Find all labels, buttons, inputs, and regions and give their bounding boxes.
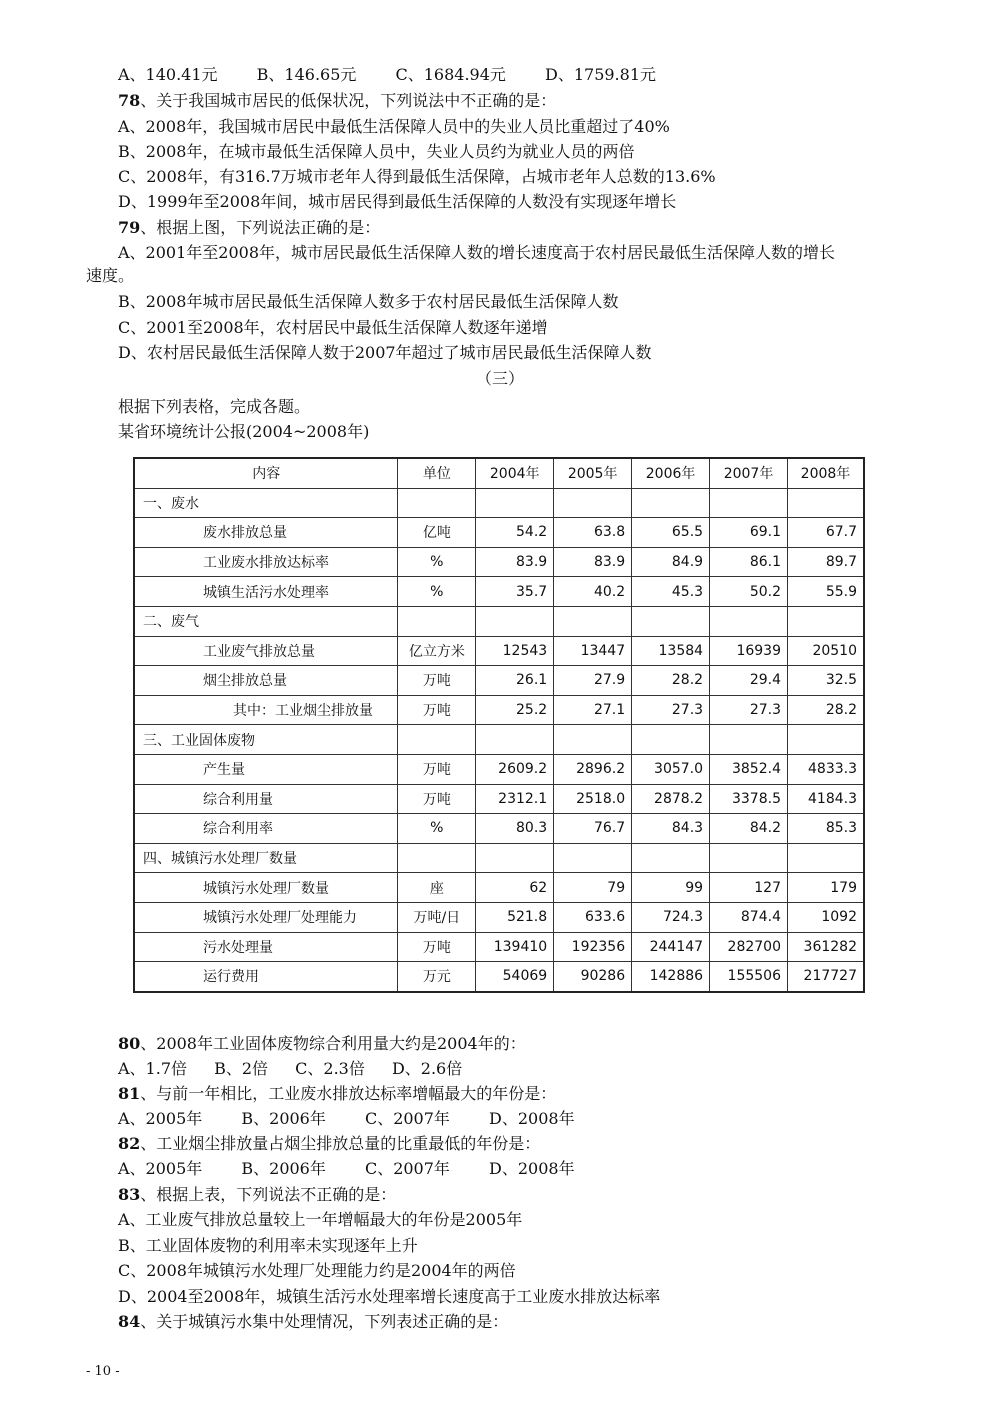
cell-2008: 179 — [787, 873, 863, 903]
q79-text: 、根据上图，下列说法正确的是： — [140, 218, 381, 237]
cell-2004: 80.3 — [476, 814, 554, 844]
row-label: 工业废气排放总量 — [135, 636, 398, 666]
q82-option-a: A、2005年 — [118, 1159, 203, 1178]
cell-2005: 192356 — [554, 932, 632, 962]
row-label: 运行费用 — [135, 962, 398, 992]
q83-option-d: D、2004至2008年，城镇生活污水处理率增长速度高于工业废水排放达标率 — [118, 1287, 661, 1306]
cell-2004: 54069 — [476, 962, 554, 992]
row-unit: % — [398, 547, 476, 577]
cell-2006: 65.5 — [632, 518, 710, 548]
q77-option-b: B、146.65元 — [256, 65, 357, 84]
q77-option-a: A、140.41元 — [118, 65, 218, 84]
cell-2005 — [554, 606, 632, 636]
table-title: 某省环境统计公报(2004~2008年) — [118, 422, 370, 441]
q83-option-c: C、2008年城镇污水处理厂处理能力约是2004年的两倍 — [118, 1261, 516, 1280]
q77-option-c: C、1684.94元 — [395, 65, 506, 84]
header-unit: 单位 — [398, 459, 476, 489]
table-row — [135, 488, 864, 518]
cell-2008: 85.3 — [787, 814, 863, 844]
cell-2007: 874.4 — [710, 902, 788, 932]
row-label: 二、废气 — [135, 606, 398, 636]
q83-text: 、根据上表，下列说法不正确的是： — [140, 1185, 397, 1204]
q81-stem — [118, 1083, 556, 1105]
cell-2005 — [554, 488, 632, 518]
cell-2007: 155506 — [710, 962, 788, 992]
cell-2006: 84.9 — [632, 547, 710, 577]
header-2008: 2008年 — [787, 459, 863, 489]
cell-2004: 26.1 — [476, 666, 554, 696]
cell-2006 — [632, 843, 710, 873]
cell-2005: 76.7 — [554, 814, 632, 844]
cell-2007: 29.4 — [710, 666, 788, 696]
cell-2004 — [476, 725, 554, 755]
q80-stem — [118, 1033, 526, 1055]
table-row — [135, 666, 864, 696]
q78-option-c: C、2008年，有316.7万城市老年人得到最低生活保障，占城市老年人总数的13.6% — [118, 167, 716, 186]
q82-number: 82 — [118, 1134, 141, 1153]
cell-2006 — [632, 606, 710, 636]
cell-2004 — [476, 488, 554, 518]
table-row — [135, 843, 864, 873]
q79-option-b: B、2008年城市居民最低生活保障人数多于农村居民最低生活保障人数 — [118, 292, 619, 311]
cell-2004: 83.9 — [476, 547, 554, 577]
row-unit: 座 — [398, 873, 476, 903]
header-2004: 2004年 — [476, 459, 554, 489]
cell-2004: 521.8 — [476, 902, 554, 932]
row-label: 一、废水 — [135, 488, 398, 518]
cell-2007 — [710, 843, 788, 873]
row-label: 四、城镇污水处理厂数量 — [135, 843, 398, 873]
cell-2004: 25.2 — [476, 695, 554, 725]
q83-stem — [118, 1184, 396, 1206]
cell-2008: 67.7 — [787, 518, 863, 548]
cell-2008: 20510 — [787, 636, 863, 666]
cell-2008 — [787, 488, 863, 518]
row-label: 城镇污水处理厂处理能力 — [135, 902, 398, 932]
cell-2006: 724.3 — [632, 902, 710, 932]
cell-2005: 83.9 — [554, 547, 632, 577]
cell-2008: 4833.3 — [787, 754, 863, 784]
cell-2008 — [787, 606, 863, 636]
row-label: 综合利用率 — [135, 814, 398, 844]
table-row — [135, 636, 864, 666]
row-unit — [398, 606, 476, 636]
cell-2005: 90286 — [554, 962, 632, 992]
cell-2007: 282700 — [710, 932, 788, 962]
q77-option-d: D、1759.81元 — [545, 65, 656, 84]
cell-2007: 16939 — [710, 636, 788, 666]
cell-2007 — [710, 488, 788, 518]
q78-number: 78 — [118, 91, 141, 110]
cell-2008: 1092 — [787, 902, 863, 932]
q78-option-a: A、2008年，我国城市居民中最低生活保障人员中的失业人员比重超过了40% — [118, 117, 670, 136]
q78-option-d: D、1999年至2008年间，城市居民得到最低生活保障的人数没有实现逐年增长 — [118, 192, 677, 211]
cell-2005: 13447 — [554, 636, 632, 666]
row-label: 工业废水排放达标率 — [135, 547, 398, 577]
cell-2004: 35.7 — [476, 577, 554, 607]
row-unit — [398, 843, 476, 873]
row-unit: 亿吨 — [398, 518, 476, 548]
cell-2008: 4184.3 — [787, 784, 863, 814]
cell-2007: 86.1 — [710, 547, 788, 577]
q80-options — [118, 1058, 496, 1080]
q80-text: 、2008年工业固体废物综合利用量大约是2004年的： — [140, 1034, 526, 1053]
cell-2006: 45.3 — [632, 577, 710, 607]
table-row — [135, 814, 864, 844]
table-row — [135, 577, 864, 607]
cell-2007: 50.2 — [710, 577, 788, 607]
cell-2008: 361282 — [787, 932, 863, 962]
q84-number: 84 — [118, 1312, 141, 1331]
table-row — [135, 784, 864, 814]
cell-2006: 13584 — [632, 636, 710, 666]
row-unit — [398, 488, 476, 518]
header-2005: 2005年 — [554, 459, 632, 489]
environment-statistics-table — [134, 458, 864, 992]
q79-option-d: D、农村居民最低生活保障人数于2007年超过了城市居民最低生活保障人数 — [118, 343, 652, 362]
q82-text: 、工业烟尘排放量占烟尘排放总量的比重最低的年份是： — [140, 1134, 541, 1153]
cell-2006: 3057.0 — [632, 754, 710, 784]
q78-stem — [118, 90, 556, 112]
row-unit: 万吨 — [398, 695, 476, 725]
cell-2007: 3852.4 — [710, 754, 788, 784]
cell-2005: 2896.2 — [554, 754, 632, 784]
q83-option-b: B、工业固体废物的利用率未实现逐年上升 — [118, 1236, 418, 1255]
table-row — [135, 518, 864, 548]
cell-2006 — [632, 725, 710, 755]
table-row — [135, 606, 864, 636]
cell-2007 — [710, 725, 788, 755]
q83-number: 83 — [118, 1185, 141, 1204]
q82-option-b: B、2006年 — [241, 1159, 326, 1178]
q81-number: 81 — [118, 1084, 141, 1103]
cell-2004: 2609.2 — [476, 754, 554, 784]
row-label: 产生量 — [135, 754, 398, 784]
cell-2005: 633.6 — [554, 902, 632, 932]
q81-option-a: A、2005年 — [118, 1109, 203, 1128]
row-unit — [398, 725, 476, 755]
cell-2005: 63.8 — [554, 518, 632, 548]
row-unit: 万吨/日 — [398, 902, 476, 932]
q82-options — [118, 1158, 609, 1180]
table-row — [135, 725, 864, 755]
q82-option-d: D、2008年 — [489, 1159, 575, 1178]
row-unit: 亿立方米 — [398, 636, 476, 666]
cell-2007: 27.3 — [710, 695, 788, 725]
cell-2006: 142886 — [632, 962, 710, 992]
header-2007: 2007年 — [710, 459, 788, 489]
cell-2004 — [476, 606, 554, 636]
cell-2006: 84.3 — [632, 814, 710, 844]
q82-stem — [118, 1133, 540, 1155]
table-row — [135, 547, 864, 577]
q79-number: 79 — [118, 218, 141, 237]
cell-2004: 54.2 — [476, 518, 554, 548]
q81-text: 、与前一年相比，工业废水排放达标率增幅最大的年份是： — [140, 1084, 557, 1103]
table-row — [135, 695, 864, 725]
row-unit: % — [398, 577, 476, 607]
cell-2007: 84.2 — [710, 814, 788, 844]
section-title: （三） — [475, 369, 524, 388]
cell-2006 — [632, 488, 710, 518]
cell-2005: 40.2 — [554, 577, 632, 607]
cell-2008: 89.7 — [787, 547, 863, 577]
cell-2008: 32.5 — [787, 666, 863, 696]
q80-option-b: B、2倍 — [214, 1059, 269, 1078]
row-unit: % — [398, 814, 476, 844]
row-unit: 万吨 — [398, 754, 476, 784]
row-label: 城镇污水处理厂数量 — [135, 873, 398, 903]
cell-2005 — [554, 843, 632, 873]
row-label: 其中：工业烟尘排放量 — [135, 695, 398, 725]
q83-option-a: A、工业废气排放总量较上一年增幅最大的年份是2005年 — [118, 1210, 523, 1229]
q79-option-a-line2: 速度。 — [86, 266, 135, 285]
header-2006: 2006年 — [632, 459, 710, 489]
row-label: 城镇生活污水处理率 — [135, 577, 398, 607]
table-row — [135, 873, 864, 903]
table-row — [135, 754, 864, 784]
q84-text: 、关于城镇污水集中处理情况，下列表述正确的是： — [140, 1312, 509, 1331]
header-content: 内容 — [135, 459, 398, 489]
row-unit: 万元 — [398, 962, 476, 992]
cell-2006: 2878.2 — [632, 784, 710, 814]
cell-2007: 69.1 — [710, 518, 788, 548]
q79-option-a-line1: A、2001年至2008年，城市居民最低生活保障人数的增长速度高于农村居民最低生活保障人数的增长 — [118, 243, 835, 262]
cell-2005: 27.1 — [554, 695, 632, 725]
q80-option-c: C、2.3倍 — [295, 1059, 365, 1078]
cell-2004 — [476, 843, 554, 873]
cell-2007: 127 — [710, 873, 788, 903]
cell-2008: 217727 — [787, 962, 863, 992]
q78-text: 、关于我国城市居民的低保状况，下列说法中不正确的是： — [140, 91, 557, 110]
q82-option-c: C、2007年 — [364, 1159, 450, 1178]
row-unit: 万吨 — [398, 932, 476, 962]
cell-2006: 244147 — [632, 932, 710, 962]
cell-2008: 55.9 — [787, 577, 863, 607]
q81-option-c: C、2007年 — [364, 1109, 450, 1128]
q81-option-b: B、2006年 — [241, 1109, 326, 1128]
cell-2008: 28.2 — [787, 695, 863, 725]
cell-2005 — [554, 725, 632, 755]
q77-options — [118, 64, 690, 86]
cell-2004: 2312.1 — [476, 784, 554, 814]
q79-stem — [118, 217, 380, 239]
cell-2007 — [710, 606, 788, 636]
cell-2005: 27.9 — [554, 666, 632, 696]
q84-stem — [118, 1311, 508, 1333]
cell-2004: 12543 — [476, 636, 554, 666]
row-label: 烟尘排放总量 — [135, 666, 398, 696]
table-header-row — [135, 459, 864, 489]
cell-2006: 28.2 — [632, 666, 710, 696]
row-label: 污水处理量 — [135, 932, 398, 962]
row-unit: 万吨 — [398, 784, 476, 814]
q81-options — [118, 1108, 609, 1130]
row-unit: 万吨 — [398, 666, 476, 696]
table-row — [135, 962, 864, 992]
cell-2005: 2518.0 — [554, 784, 632, 814]
row-label: 废水排放总量 — [135, 518, 398, 548]
cell-2008 — [787, 843, 863, 873]
page-number: - 10 - — [86, 1364, 120, 1379]
table-row — [135, 902, 864, 932]
cell-2007: 3378.5 — [710, 784, 788, 814]
cell-2005: 79 — [554, 873, 632, 903]
cell-2006: 99 — [632, 873, 710, 903]
q81-option-d: D、2008年 — [489, 1109, 575, 1128]
q78-option-b: B、2008年，在城市最低生活保障人员中，失业人员约为就业人员的两倍 — [118, 142, 635, 161]
cell-2004: 139410 — [476, 932, 554, 962]
table-row — [135, 932, 864, 962]
cell-2008 — [787, 725, 863, 755]
q79-option-c: C、2001至2008年，农村居民中最低生活保障人数逐年递增 — [118, 318, 548, 337]
intro-text: 根据下列表格，完成各题。 — [118, 397, 311, 416]
cell-2004: 62 — [476, 873, 554, 903]
row-label: 三、工业固体废物 — [135, 725, 398, 755]
cell-2006: 27.3 — [632, 695, 710, 725]
q80-option-d: D、2.6倍 — [391, 1059, 463, 1078]
q80-option-a: A、1.7倍 — [118, 1059, 188, 1078]
q80-number: 80 — [118, 1034, 141, 1053]
row-label: 综合利用量 — [135, 784, 398, 814]
